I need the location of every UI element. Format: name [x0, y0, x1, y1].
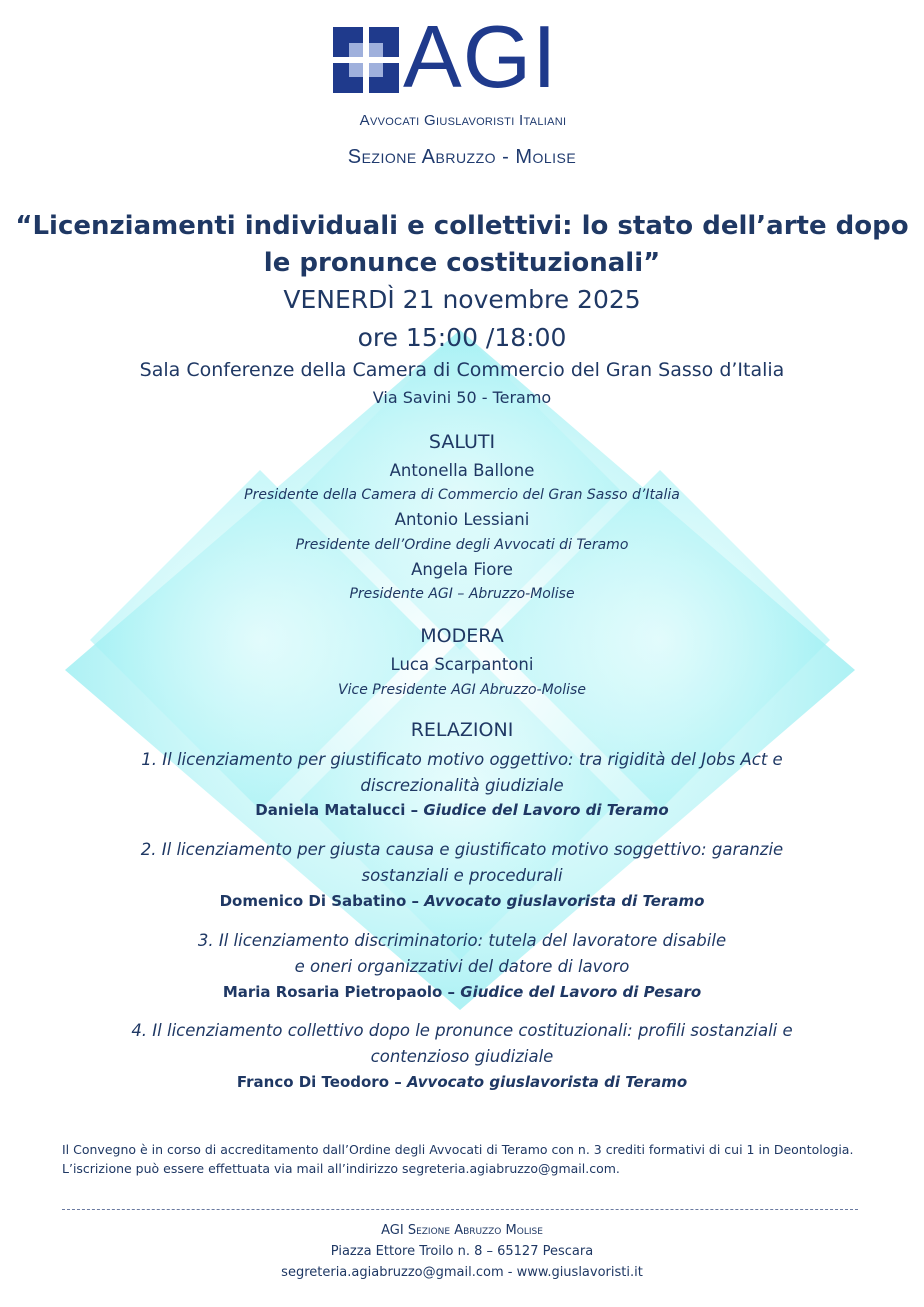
footer-contacts: [0, 1265, 924, 1280]
talk-4-line-1: 4. Il licenziamento collettivo dopo le pronunce costituzionali: profili sostanziali e: [131, 1021, 793, 1040]
registration-note: L’iscrizione può essere effettuata via mail all’indirizzo segreteria.agiabruzzo@gmail.com.: [62, 1161, 620, 1176]
talk-1-line-2: discrezionalità giudiziale: [360, 776, 564, 795]
talk-3: [0, 928, 924, 980]
talk-3-line-2: e oneri organizzativi del datore di lavoro: [294, 957, 630, 976]
event-venue: Sala Conferenze della Camera di Commercio del Gran Sasso d’Italia: [139, 359, 785, 381]
talk-2-speaker-name: Domenico Di Sabatino –: [219, 892, 425, 910]
talk-4: [0, 1018, 924, 1070]
modera-name: Luca Scarpantoni: [390, 655, 534, 674]
talk-1-speaker: [0, 801, 924, 819]
talk-2: [0, 837, 924, 889]
modera-role: Vice Presidente AGI Abruzzo-Molise: [338, 682, 586, 698]
accreditation-note: Il Convegno è in corso di accreditamento dall’Ordine degli Avvocati di Teramo con n. 3 crediti formativi di cui 1 in Deontologia.: [62, 1142, 854, 1157]
talk-1-speaker-role: Giudice del Lavoro di Teramo: [423, 801, 669, 819]
talk-4-speaker-role: Avvocato giuslavorista di Teramo: [406, 1073, 688, 1091]
modera-heading: MODERA: [420, 625, 504, 647]
footer-org-section: Sezione Abruzzo Molise: [407, 1223, 543, 1238]
event-title: [0, 208, 924, 282]
talk-3-line-1: 3. Il licenziamento discriminatorio: tutela del lavoratore disabile: [197, 931, 727, 950]
event-address: Via Savini 50 - Teramo: [372, 388, 552, 407]
event-title-line-2: le pronunce costituzionali”: [263, 248, 661, 278]
footer-divider: [62, 1209, 858, 1210]
talk-2-speaker: [0, 892, 924, 910]
talk-4-line-2: contenzioso giudiziale: [370, 1047, 554, 1066]
talk-2-speaker-role: Avvocato giuslavorista di Teramo: [424, 892, 705, 910]
event-time: ore 15:00 /18:00: [357, 323, 567, 352]
footer-org: [0, 1223, 924, 1238]
logo-subtitle: Avvocati Giuslavoristi Italiani: [359, 112, 567, 129]
notes-block: [62, 1140, 858, 1178]
talk-3-speaker-role: Giudice del Lavoro di Pesaro: [460, 983, 702, 1001]
talk-4-speaker-name: Franco Di Teodoro –: [236, 1073, 407, 1091]
talk-3-speaker-name: Maria Rosaria Pietropaolo –: [222, 983, 461, 1001]
logo-wordmark: AGI: [403, 7, 558, 106]
saluti-role-2: Presidente dell’Ordine degli Avvocati di Teramo: [295, 537, 629, 553]
talk-2-line-2: sostanziali e procedurali: [361, 866, 563, 885]
agi-logo-mark-icon: [333, 27, 399, 93]
relazioni-heading: RELAZIONI: [410, 719, 514, 741]
agi-logo: [333, 7, 593, 137]
footer-separator: -: [503, 1265, 517, 1280]
talk-1: [0, 747, 924, 799]
saluti-name-1: Antonella Ballone: [389, 461, 535, 480]
talk-1-line-1: 1. Il licenziamento per giustificato motivo oggettivo: tra rigidità del Jobs Act e: [141, 750, 783, 769]
saluti-name-2: Antonio Lessiani: [394, 510, 530, 529]
saluti-role-3: Presidente AGI – Abruzzo-Molise: [349, 586, 575, 602]
section-name: Sezione Abruzzo - Molise: [347, 146, 577, 168]
footer-address: Piazza Ettore Troilo n. 8 – 65127 Pescara: [330, 1244, 594, 1259]
event-title-line-1: “Licenziamenti individuali e collettivi: lo stato dell’arte dopo: [15, 211, 909, 241]
saluti-heading: SALUTI: [428, 431, 496, 453]
event-date: VENERDÌ 21 novembre 2025: [283, 285, 641, 314]
talk-3-speaker: [0, 983, 924, 1001]
saluti-name-3: Angela Fiore: [411, 560, 513, 579]
footer-email-link[interactable]: segreteria.agiabruzzo@gmail.com: [281, 1265, 504, 1280]
footer-org-prefix: AGI: [381, 1223, 404, 1238]
talk-2-line-1: 2. Il licenziamento per giusta causa e giustificato motivo soggettivo: garanzie: [140, 840, 784, 859]
talk-4-speaker: [0, 1073, 924, 1091]
footer-website-link[interactable]: www.giuslavoristi.it: [516, 1265, 643, 1280]
talk-1-speaker-name: Daniela Matalucci –: [255, 801, 424, 819]
saluti-role-1: Presidente della Camera di Commercio del Gran Sasso d’Italia: [244, 487, 680, 503]
